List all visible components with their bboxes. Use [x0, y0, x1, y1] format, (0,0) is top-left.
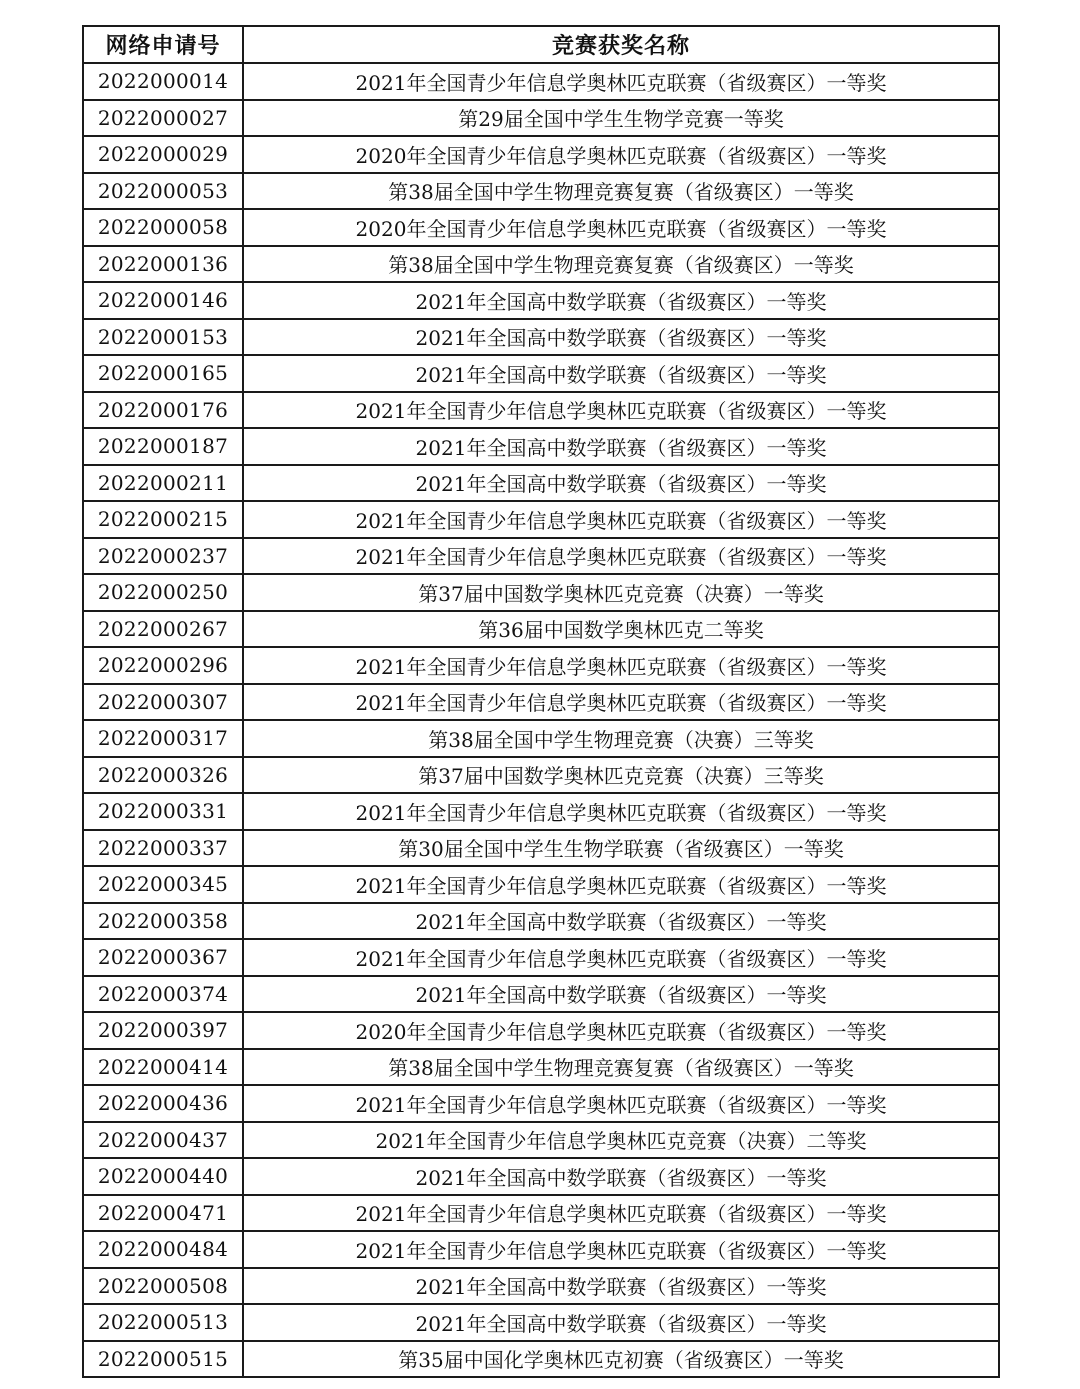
application-number-cell: 2022000440	[83, 1158, 243, 1195]
application-number-cell: 2022000215	[83, 501, 243, 538]
award-name-cell: 2021年全国青少年信息学奥林匹克联赛（省级赛区）一等奖	[243, 538, 999, 575]
table-row	[83, 428, 999, 465]
award-name-cell: 2021年全国青少年信息学奥林匹克联赛（省级赛区）一等奖	[243, 684, 999, 721]
table-row	[83, 647, 999, 684]
award-name-cell: 2021年全国高中数学联赛（省级赛区）一等奖	[243, 903, 999, 940]
table-row	[83, 1341, 999, 1378]
award-name-cell: 2021年全国青少年信息学奥林匹克联赛（省级赛区）一等奖	[243, 939, 999, 976]
award-name-cell: 2020年全国青少年信息学奥林匹克联赛（省级赛区）一等奖	[243, 209, 999, 246]
application-number-cell: 2022000367	[83, 939, 243, 976]
application-number-cell: 2022000337	[83, 830, 243, 867]
table-row	[83, 465, 999, 502]
table-row	[83, 355, 999, 392]
application-number-cell: 2022000374	[83, 976, 243, 1013]
application-number-cell: 2022000267	[83, 611, 243, 648]
table-row	[83, 1304, 999, 1341]
award-name-cell: 2021年全国高中数学联赛（省级赛区）一等奖	[243, 1304, 999, 1341]
table-row	[83, 209, 999, 246]
award-name-cell: 第38届全国中学生物理竞赛复赛（省级赛区）一等奖	[243, 1049, 999, 1086]
application-number-cell: 2022000237	[83, 538, 243, 575]
application-number-cell: 2022000358	[83, 903, 243, 940]
application-number-cell: 2022000397	[83, 1012, 243, 1049]
award-name-cell: 2021年全国高中数学联赛（省级赛区）一等奖	[243, 282, 999, 319]
application-number-cell: 2022000053	[83, 173, 243, 210]
award-name-cell: 2021年全国青少年信息学奥林匹克联赛（省级赛区）一等奖	[243, 63, 999, 100]
application-number-cell: 2022000165	[83, 355, 243, 392]
table-row	[83, 136, 999, 173]
table-row	[83, 830, 999, 867]
header-row	[83, 26, 999, 63]
application-number-cell: 2022000345	[83, 866, 243, 903]
application-number-cell: 2022000436	[83, 1085, 243, 1122]
application-number-cell: 2022000515	[83, 1341, 243, 1378]
table-row	[83, 538, 999, 575]
award-name-cell: 第37届中国数学奥林匹克竞赛（决赛）三等奖	[243, 757, 999, 794]
table-row	[83, 1231, 999, 1268]
table-row	[83, 1012, 999, 1049]
award-name-cell: 2021年全国青少年信息学奥林匹克联赛（省级赛区）一等奖	[243, 392, 999, 429]
application-number-cell: 2022000146	[83, 282, 243, 319]
award-name-cell: 2021年全国高中数学联赛（省级赛区）一等奖	[243, 1158, 999, 1195]
application-number-cell: 2022000153	[83, 319, 243, 356]
award-name-cell: 第38届全国中学生物理竞赛（决赛）三等奖	[243, 720, 999, 757]
application-number-cell: 2022000027	[83, 100, 243, 137]
table-row	[83, 976, 999, 1013]
application-number-cell: 2022000014	[83, 63, 243, 100]
table-row	[83, 574, 999, 611]
award-name-cell: 第38届全国中学生物理竞赛复赛（省级赛区）一等奖	[243, 246, 999, 283]
application-number-cell: 2022000414	[83, 1049, 243, 1086]
award-name-cell: 2021年全国高中数学联赛（省级赛区）一等奖	[243, 319, 999, 356]
application-number-cell: 2022000437	[83, 1122, 243, 1159]
table-row	[83, 684, 999, 721]
application-number-cell: 2022000058	[83, 209, 243, 246]
header-award-name: 竞赛获奖名称	[243, 26, 999, 63]
table-row	[83, 282, 999, 319]
table-row	[83, 246, 999, 283]
award-name-cell: 2020年全国青少年信息学奥林匹克联赛（省级赛区）一等奖	[243, 136, 999, 173]
table-row	[83, 1122, 999, 1159]
table-row	[83, 392, 999, 429]
awards-document	[82, 25, 998, 1378]
award-name-cell: 2021年全国青少年信息学奥林匹克联赛（省级赛区）一等奖	[243, 1085, 999, 1122]
award-name-cell: 2021年全国高中数学联赛（省级赛区）一等奖	[243, 355, 999, 392]
application-number-cell: 2022000326	[83, 757, 243, 794]
table-row	[83, 939, 999, 976]
award-name-cell: 2021年全国青少年信息学奥林匹克联赛（省级赛区）一等奖	[243, 501, 999, 538]
application-number-cell: 2022000484	[83, 1231, 243, 1268]
award-name-cell: 第36届中国数学奥林匹克二等奖	[243, 611, 999, 648]
award-name-cell: 2021年全国青少年信息学奥林匹克联赛（省级赛区）一等奖	[243, 1195, 999, 1232]
award-name-cell: 2021年全国高中数学联赛（省级赛区）一等奖	[243, 976, 999, 1013]
application-number-cell: 2022000211	[83, 465, 243, 502]
table-row	[83, 1085, 999, 1122]
award-name-cell: 2021年全国高中数学联赛（省级赛区）一等奖	[243, 465, 999, 502]
table-row	[83, 757, 999, 794]
table-row	[83, 63, 999, 100]
table-row	[83, 173, 999, 210]
application-number-cell: 2022000471	[83, 1195, 243, 1232]
application-number-cell: 2022000317	[83, 720, 243, 757]
table-row	[83, 1195, 999, 1232]
table-row	[83, 866, 999, 903]
application-number-cell: 2022000296	[83, 647, 243, 684]
application-number-cell: 2022000307	[83, 684, 243, 721]
header-application-number: 网络申请号	[83, 26, 243, 63]
application-number-cell: 2022000513	[83, 1304, 243, 1341]
award-name-cell: 第29届全国中学生生物学竞赛一等奖	[243, 100, 999, 137]
table-row	[83, 793, 999, 830]
application-number-cell: 2022000187	[83, 428, 243, 465]
table-row	[83, 720, 999, 757]
award-name-cell: 第30届全国中学生生物学联赛（省级赛区）一等奖	[243, 830, 999, 867]
table-row	[83, 1158, 999, 1195]
application-number-cell: 2022000136	[83, 246, 243, 283]
award-name-cell: 2021年全国青少年信息学奥林匹克联赛（省级赛区）一等奖	[243, 793, 999, 830]
award-name-cell: 第37届中国数学奥林匹克竞赛（决赛）一等奖	[243, 574, 999, 611]
award-name-cell: 2021年全国高中数学联赛（省级赛区）一等奖	[243, 1268, 999, 1305]
award-name-cell: 2021年全国青少年信息学奥林匹克联赛（省级赛区）一等奖	[243, 866, 999, 903]
award-name-cell: 2021年全国青少年信息学奥林匹克联赛（省级赛区）一等奖	[243, 647, 999, 684]
table-row	[83, 611, 999, 648]
award-name-cell: 2021年全国青少年信息学奥林匹克联赛（省级赛区）一等奖	[243, 1231, 999, 1268]
award-name-cell: 第35届中国化学奥林匹克初赛（省级赛区）一等奖	[243, 1341, 999, 1378]
application-number-cell: 2022000029	[83, 136, 243, 173]
table-row	[83, 903, 999, 940]
table-header	[83, 26, 999, 63]
table-row	[83, 1049, 999, 1086]
application-number-cell: 2022000508	[83, 1268, 243, 1305]
award-name-cell: 第38届全国中学生物理竞赛复赛（省级赛区）一等奖	[243, 173, 999, 210]
award-name-cell: 2020年全国青少年信息学奥林匹克联赛（省级赛区）一等奖	[243, 1012, 999, 1049]
application-number-cell: 2022000331	[83, 793, 243, 830]
award-name-cell: 2021年全国高中数学联赛（省级赛区）一等奖	[243, 428, 999, 465]
award-name-cell: 2021年全国青少年信息学奥林匹克竞赛（决赛）二等奖	[243, 1122, 999, 1159]
table-body	[83, 63, 999, 1377]
table-row	[83, 100, 999, 137]
application-number-cell: 2022000250	[83, 574, 243, 611]
awards-table	[82, 25, 1000, 1378]
table-row	[83, 501, 999, 538]
table-row	[83, 1268, 999, 1305]
application-number-cell: 2022000176	[83, 392, 243, 429]
table-row	[83, 319, 999, 356]
